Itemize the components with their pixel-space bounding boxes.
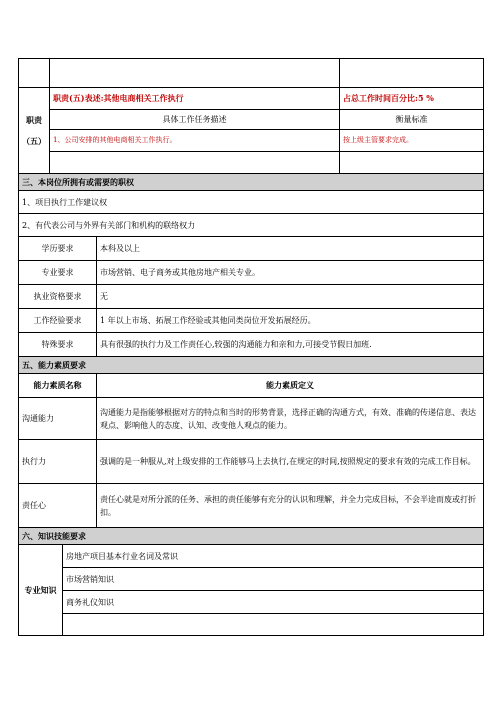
competency-name: 执行力 [19,440,97,484]
duty5-table [18,58,484,174]
blank-cell [63,614,484,636]
section3-title: 三、本岗位所拥有或需要的职权 [19,174,484,191]
duty5-label-line1: 职责 [26,114,42,125]
section5-title: 五、能力素质要求 [19,357,484,374]
job-description-page [18,58,483,636]
blank-cell [340,59,484,88]
blank-cell [50,59,340,88]
requirement-value: 无 [97,285,484,309]
task-column-header: 具体工作任务描述 [50,110,340,130]
requirement-label: 特殊要求 [19,333,97,357]
competency-definition: 沟通能力是指能够根据对方的特点和当时的形势背景，选择正确的沟通方式，有效、准确的传递信息、表达观点、影响他人的态度、认知、改变他人观点的能力。 [97,398,484,440]
duty5-task-1: 1、公司安排的其他电商相关工作执行。 [50,130,340,152]
standard-column-header: 衡量标准 [340,110,484,130]
authority-item-1: 1、项目执行工作建议权 [19,191,484,214]
requirement-value: 1 年以上市场、拓展工作经验或其他同类岗位开发拓展经历。 [97,309,484,333]
knowledge-item: 房地产项目基本行业名词及常识 [63,545,484,568]
competency-name-header: 能力素质名称 [19,374,97,398]
competency-name: 责任心 [19,484,97,528]
duty5-time-ratio: 占总工作时间百分比:5 % [340,88,484,110]
requirement-value: 本科及以上 [97,237,484,261]
knowledge-item: 商务礼仪知识 [63,591,484,614]
blank-cell [19,59,50,88]
competency-table [18,356,484,528]
duty5-row-label [19,88,50,174]
authority-item-2: 2、有代表公司与外界有关部门和机构的联络权力 [19,214,484,237]
requirement-label: 学历要求 [19,237,97,261]
blank-cell [50,152,340,174]
requirement-value: 具有很强的执行力及工作责任心,较强的沟通能力和亲和力,可接受节假日加班. [97,333,484,357]
section6-title: 六、知识技能要求 [19,528,484,545]
knowledge-label: 专业知识 [19,545,63,636]
duty5-standard-1: 按上级主管要求完成。 [340,130,484,152]
competency-def-header: 能力素质定义 [97,374,484,398]
knowledge-table [18,527,484,636]
competency-definition: 强调的是一种服从,对上级安排的工作能够马上去执行,在规定的时间,按照规定的要求有效的完成工作目标。 [97,440,484,484]
competency-name: 沟通能力 [19,398,97,440]
knowledge-item: 市场营销知识 [63,568,484,591]
requirement-label: 工作经验要求 [19,309,97,333]
requirement-label: 专业要求 [19,261,97,285]
duty5-label-line2: （五） [22,135,46,146]
duty5-summary: 职责(五)表述:其他电商相关工作执行 [50,88,340,110]
authority-requirements-table [18,173,484,357]
requirement-label: 执业资格要求 [19,285,97,309]
blank-cell [340,152,484,174]
competency-definition: 责任心就是对所分派的任务、承担的责任能够有充分的认识和理解，并全力完成目标，不会半途而废或打折扣。 [97,484,484,528]
requirement-value: 市场营销、电子商务或其他房地产相关专业。 [97,261,484,285]
